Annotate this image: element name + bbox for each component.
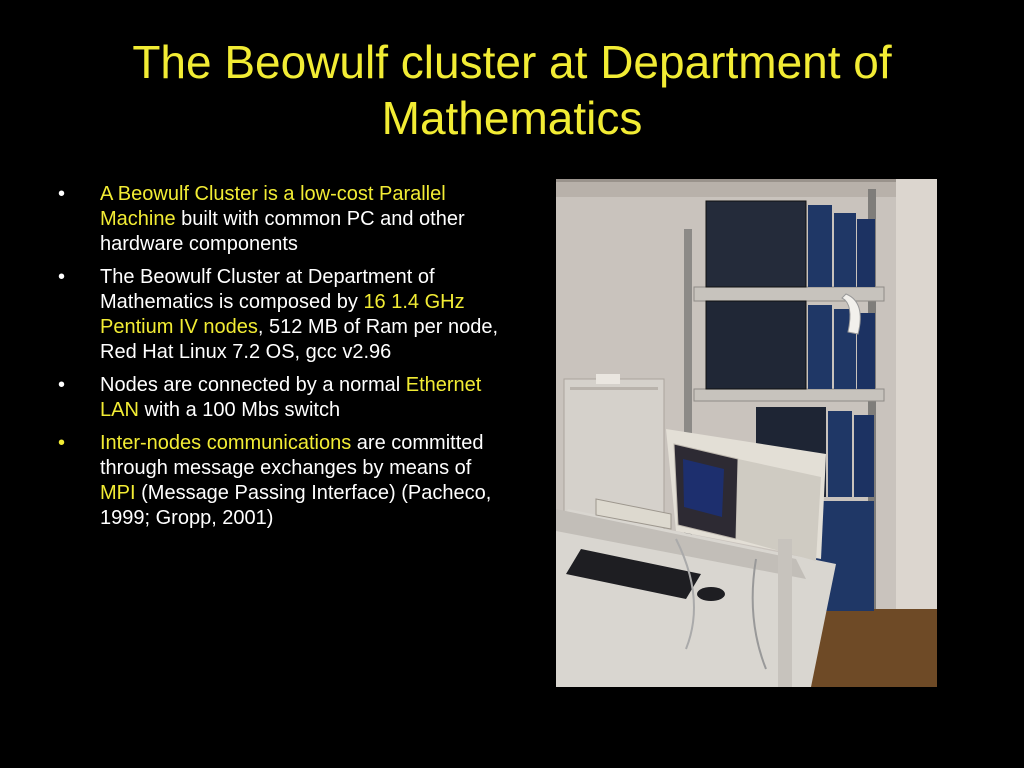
- cluster-photo: [556, 179, 937, 687]
- highlighted-text: A Beowulf Cluster is a low-cost Parallel Machine: [100, 183, 446, 230]
- bullet-list: [58, 182, 498, 539]
- body-text: The Beowulf Cluster at Department of Mathematics is composed by: [100, 266, 435, 313]
- bullet-item: [58, 265, 498, 365]
- highlighted-text: 16 1.4 GHz Pentium IV nodes: [100, 291, 465, 338]
- bullet-marker: •: [58, 266, 66, 288]
- bullet-marker: •: [58, 432, 66, 454]
- body-text: with a 100 Mbs switch: [138, 399, 341, 421]
- bullet-marker: •: [58, 374, 66, 396]
- highlighted-text: Inter-nodes communications: [100, 432, 352, 454]
- highlighted-text: MPI: [100, 482, 136, 504]
- slide-title: The Beowulf cluster at Department of Mathematics: [132, 36, 892, 144]
- bullet-item: [58, 431, 498, 531]
- body-text: are committed through message exchanges by means of: [100, 432, 484, 479]
- bullet-item: [58, 373, 498, 423]
- body-text: (Message Passing Interface) (Pacheco, 1999; Gropp, 2001): [100, 482, 492, 529]
- highlighted-text: Ethernet LAN: [100, 374, 482, 421]
- body-text: Nodes are connected by a normal: [100, 374, 406, 396]
- body-text: built with common PC and other hardware components: [100, 208, 465, 255]
- bullet-item: [58, 182, 498, 257]
- bullet-marker: •: [58, 183, 66, 205]
- body-text: , 512 MB of Ram per node, Red Hat Linux 7.2 OS, gcc v2.96: [100, 316, 499, 363]
